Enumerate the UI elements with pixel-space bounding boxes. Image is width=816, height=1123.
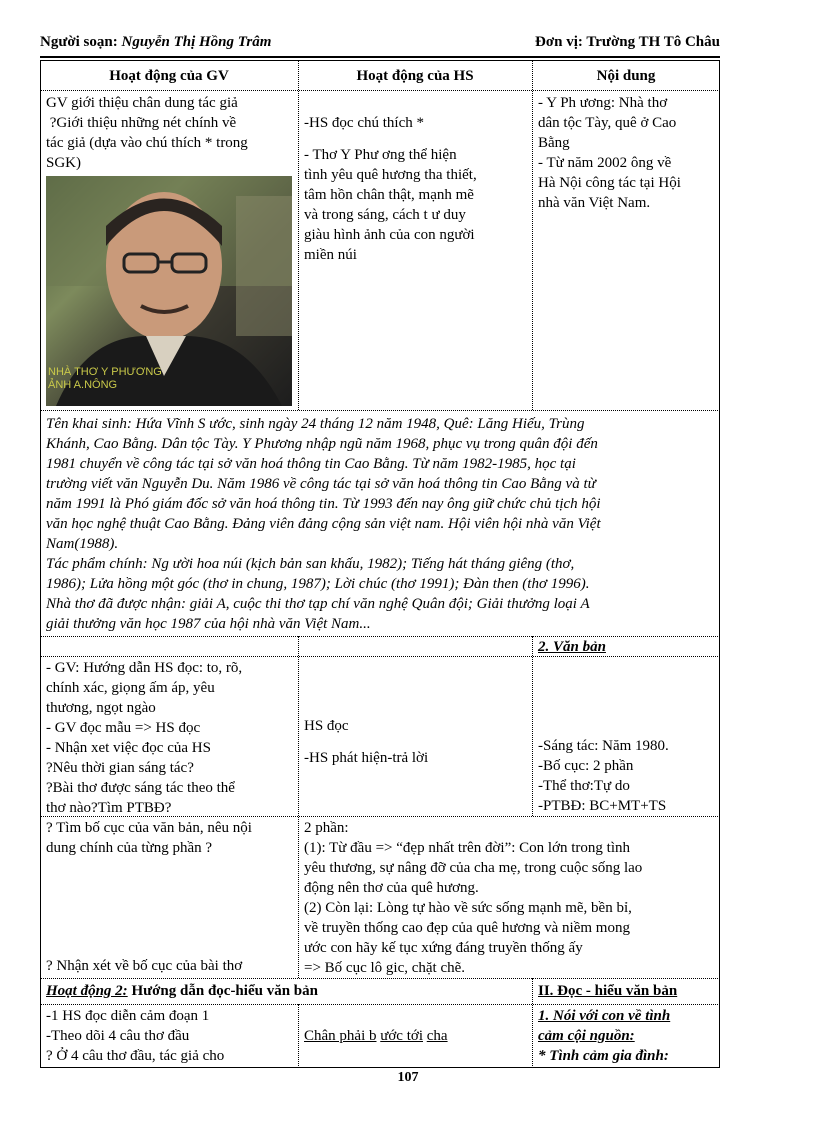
author-portrait-photo <box>46 176 292 406</box>
text-line: thơ nào?Tìm PTBĐ? <box>46 800 172 816</box>
text-line: - Thơ Y Phư ơng thể hiện <box>304 147 457 163</box>
row-divider <box>40 1004 720 1005</box>
bio-line: trường viết văn Nguyễn Du. Năm 1986 về công tác tại sở văn hoá thông tin Cao Bằng và từ <box>46 476 596 492</box>
text-line: tác giả (dựa vào chú thích * trong <box>46 135 248 151</box>
text-line: Bằng <box>538 135 570 151</box>
hs-text-c: cha <box>426 1028 448 1044</box>
page-number: 107 <box>397 1070 419 1085</box>
section-doc-hieu <box>538 981 716 1001</box>
row-divider <box>40 90 720 91</box>
row4-gv <box>46 818 294 858</box>
row3-content <box>538 736 716 816</box>
row-divider <box>40 978 720 979</box>
row-divider <box>40 410 720 411</box>
col-header-gv: Hoạt động của GV <box>109 68 229 84</box>
text-line: 2 phần: <box>304 820 349 836</box>
text-line: cảm cội nguồn: <box>538 1028 635 1044</box>
text-line: (2) Còn lại: Lòng tự hào về sức sống mạnh mẽ, bền bỉ, <box>304 900 632 916</box>
bio-line: Khánh, Cao Bằng. Dân tộc Tày. Y Phương nhập ngũ năm 1968, phục vụ trong quân đội đến <box>46 436 598 452</box>
text-line: - Từ năm 2002 ông về <box>538 155 672 171</box>
text-line: động nên thơ của quê hương. <box>304 880 479 896</box>
text-line: dung chính của từng phần ? <box>46 840 213 856</box>
bio-line: Tác phẩm chính: Ng ười hoa núi (kịch bản san khấu, 1982); Tiếng hát tháng giêng (thơ, <box>46 556 575 572</box>
hs-text-a: Chân phải b <box>304 1028 377 1044</box>
text-line: ? Ở 4 câu thơ đầu, tác giả cho <box>46 1048 225 1064</box>
text-line: -Theo dõi 4 câu thơ đầu <box>46 1028 190 1044</box>
caption-line: ẢNH A.NÔNG <box>48 379 118 391</box>
text-line: ?Giới thiệu những nét chính về <box>46 115 237 131</box>
col-divider <box>298 1004 299 1068</box>
section-doc-hieu-text: II. Đọc - hiểu văn bản <box>538 983 678 999</box>
bio-line: 1986); Lửa hồng một góc (thơ in chung, 1987); Lời chúc (thơ 1991); Đàn then (thơ 1996). <box>46 576 590 592</box>
bio-line: Nam(1988). <box>46 536 119 552</box>
text-line: về truyền thống cao đẹp của quê hương và niềm mong <box>304 920 630 936</box>
row4-hs <box>304 818 716 978</box>
text-line: nhà văn Việt Nam. <box>538 195 651 211</box>
text-line: -HS phát hiện-trả lời <box>304 750 429 766</box>
text-line: -Thể thơ:Tự do <box>538 778 630 794</box>
row1-hs <box>304 113 526 265</box>
section-title-text: 2. Văn bản <box>538 639 606 655</box>
text-line: * Tình cảm gia đình: <box>538 1048 669 1064</box>
text-line: yêu thương, sự nâng đỡ của cha mẹ, trong cuộc sống lao <box>304 860 643 876</box>
row4-gv-question: ? Nhận xét về bố cục của bài thơ <box>46 958 243 974</box>
author <box>40 34 271 51</box>
row1-gv <box>46 93 294 173</box>
activity-2-heading <box>46 981 526 1001</box>
text-line: ước con hãy kế tục xứng đáng truyền thống ấy <box>304 940 583 956</box>
bio-line: Tên khai sinh: Hứa Vĩnh S ước, sinh ngày 24 tháng 12 năm 1948, Quê: Lăng Hiếu, Trùng <box>46 416 585 432</box>
col-divider <box>532 978 533 1068</box>
col-header-hs: Hoạt động của HS <box>356 68 474 84</box>
text-line: => Bố cục lô gic, chặt chẽ. <box>304 960 466 976</box>
text-line: tâm hồn chân thật, mạnh mẽ <box>304 187 474 203</box>
row6-content <box>538 1006 718 1066</box>
bio-line: Nhà thơ đã được nhận: giải A, cuộc thi thơ tạp chí văn nghệ Quân đội; Giải thưởng loại A <box>46 596 590 612</box>
text-line: (1): Từ đầu => “đẹp nhất trên đời”: Con lớn trong tình <box>304 840 630 856</box>
text-line: và trong sáng, cách t ư duy <box>304 207 466 223</box>
text-line: dân tộc Tày, quê ở Cao <box>538 115 677 131</box>
text-line: - GV đọc mẫu => HS đọc <box>46 720 201 736</box>
bio-line: giải thưởng văn học 1987 của hội nhà văn Việt Nam... <box>46 616 371 632</box>
text-line: -PTBĐ: BC+MT+TS <box>538 798 667 814</box>
text-line: ? Tìm bố cục của văn bản, nêu nội <box>46 820 252 836</box>
page-header <box>40 34 720 58</box>
unit: Đơn vị: Trường TH Tô Châu <box>535 34 720 50</box>
text-line: ?Bài thơ được sáng tác theo thể <box>46 780 235 796</box>
col-divider <box>298 60 299 410</box>
text-line: Hà Nội công tác tại Hội <box>538 175 681 191</box>
bio-line: 1981 chuyển về công tác tại sở văn hoá thông tin Cao Bằng. Từ năm 1982-1985, học tại <box>46 456 576 472</box>
text-line: - Nhận xet việc đọc của HS <box>46 740 211 756</box>
text-line: GV giới thiệu chân dung tác giả <box>46 95 238 111</box>
text-line: -1 HS đọc diễn cảm đoạn 1 <box>46 1008 210 1024</box>
col-divider <box>532 60 533 410</box>
text-line: -Sáng tác: Năm 1980. <box>538 738 669 754</box>
hs-text-b: ước tới <box>380 1028 423 1044</box>
bio-line: văn học nghệ thuật Cao Bằng. Đảng viên đảng cộng sản việt nam. Hội viên hội nhà văn Việt <box>46 516 601 532</box>
row6-gv <box>46 1006 294 1066</box>
text-line: miền núi <box>304 247 357 263</box>
activity-text: Hướng dẫn đọc-hiểu văn bản <box>127 983 318 999</box>
text-line: - Y Ph ương: Nhà thơ <box>538 95 668 111</box>
text-line: 1. Nói với con về tình <box>538 1008 671 1024</box>
col-header-content: Nội dung <box>596 68 656 84</box>
col-divider <box>532 636 533 816</box>
text-line: -HS đọc chú thích * <box>304 115 424 131</box>
text-line: chính xác, giọng ấm áp, yêu <box>46 680 215 696</box>
row3-gv <box>46 658 294 818</box>
row1-content <box>538 93 716 213</box>
row6-hs <box>304 1026 526 1046</box>
section-title-van-ban <box>538 637 716 657</box>
row3-hs <box>304 716 526 768</box>
caption-line: NHÀ THƠ Y PHƯƠNG <box>48 366 162 378</box>
photo-caption <box>48 366 162 392</box>
text-line: -Bố cục: 2 phần <box>538 758 634 774</box>
text-line: thương, ngọt ngào <box>46 700 156 716</box>
text-line: HS đọc <box>304 718 349 734</box>
text-line: ?Nêu thời gian sáng tác? <box>46 760 194 776</box>
text-line: SGK) <box>46 155 82 171</box>
activity-label: Hoạt động 2: <box>46 983 128 999</box>
text-line: - GV: Hướng dẫn HS đọc: to, rõ, <box>46 660 243 676</box>
col-divider <box>298 636 299 978</box>
text-line: giàu hình ảnh của con người <box>304 227 475 243</box>
text-line: tình yêu quê hương tha thiết, <box>304 167 477 183</box>
author-name: Nguyễn Thị Hồng Trâm <box>121 34 272 50</box>
author-label: Người soạn: <box>40 34 118 50</box>
bio-line: năm 1991 là Phó giám đốc sở văn hoá thông tin. Từ 1993 đến nay ông giữ chức chủ tịch hội <box>46 496 601 512</box>
author-bio <box>46 414 718 634</box>
